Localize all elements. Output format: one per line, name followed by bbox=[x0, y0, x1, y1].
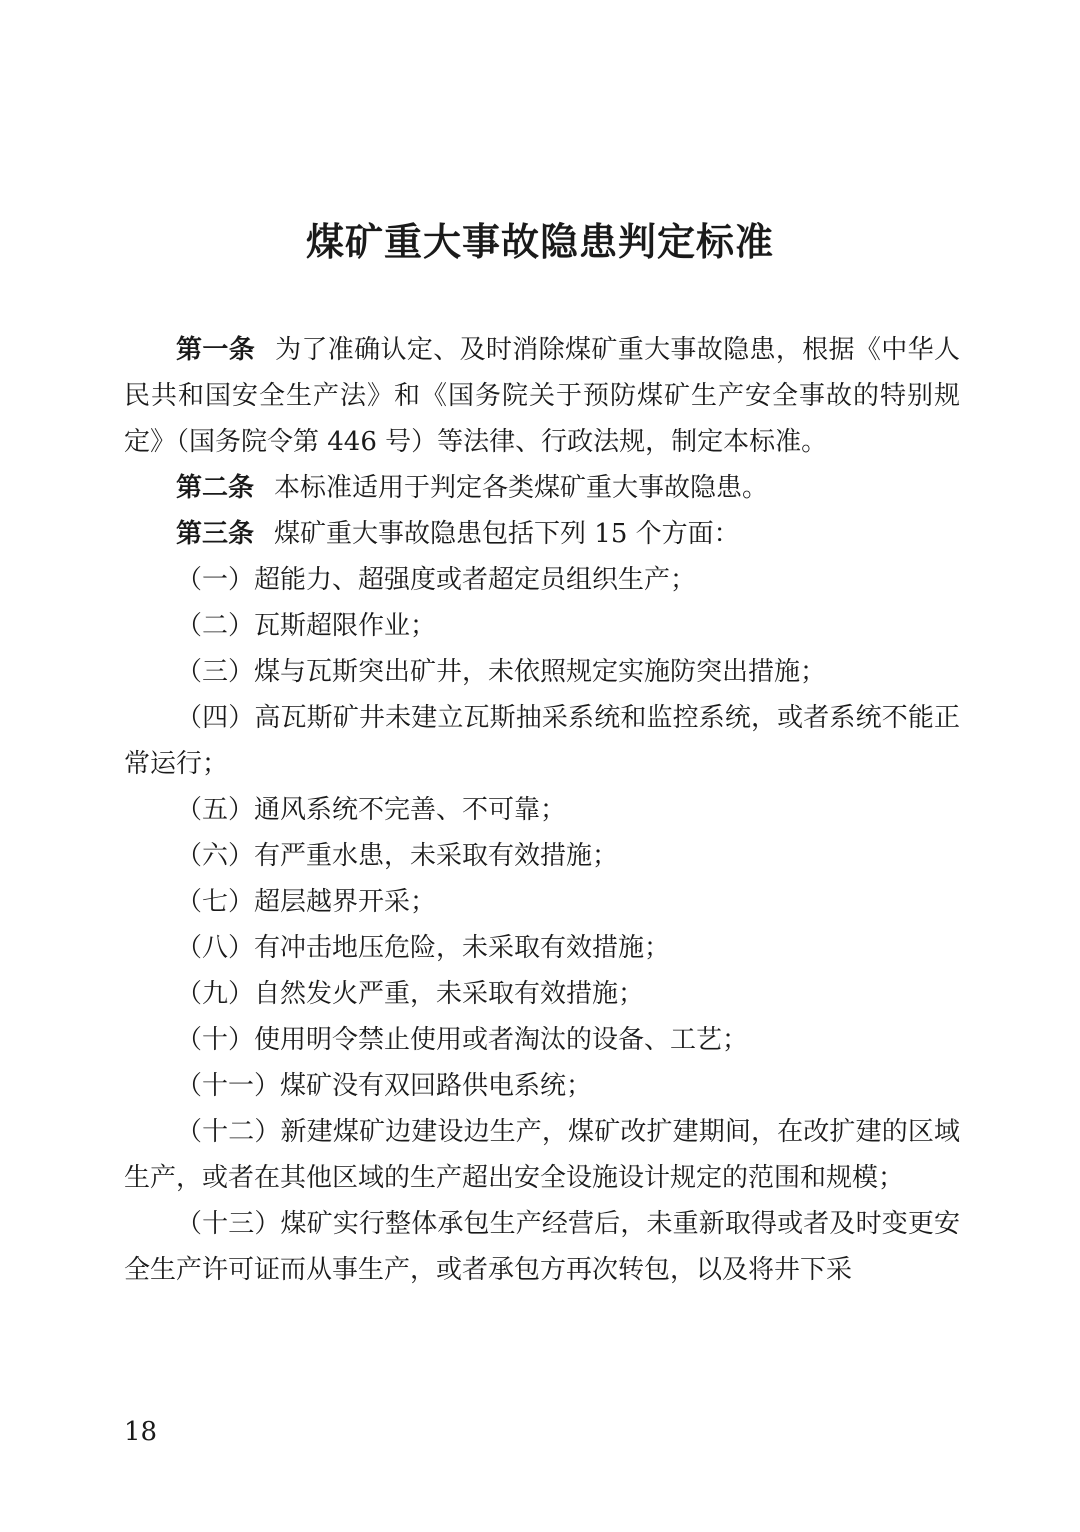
list-item: （十二）新建煤矿边建设边生产，煤矿改扩建期间，在改扩建的区域生产，或者在其他区域的生产超出安全设施设计规定的范围和规模； bbox=[124, 1117, 960, 1193]
article-2 bbox=[124, 465, 960, 511]
list-item: （八）有冲击地压危险，未采取有效措施； bbox=[176, 933, 671, 963]
list-item: （十一）煤矿没有双回路供电系统； bbox=[176, 1071, 593, 1101]
document-body bbox=[124, 327, 960, 1293]
list-item: （十三）煤矿实行整体承包生产经营后，未重新取得或者及时变更安全生产许可证而从事生产，或者承包方再次转包，以及将井下采 bbox=[124, 1209, 960, 1285]
list-item: （九）自然发火严重，未采取有效措施； bbox=[176, 979, 645, 1009]
article-3 bbox=[124, 511, 960, 557]
article-1 bbox=[124, 327, 960, 465]
article-label: 第一条 bbox=[176, 335, 256, 365]
article-text: 本标准适用于判定各类煤矿重大事故隐患。 bbox=[274, 473, 769, 503]
list-item: （四）高瓦斯矿井未建立瓦斯抽采系统和监控系统，或者系统不能正常运行； bbox=[124, 703, 960, 779]
article-label: 第二条 bbox=[176, 473, 255, 503]
list-item: （十）使用明令禁止使用或者淘汰的设备、工艺； bbox=[176, 1025, 749, 1055]
list-item: （二）瓦斯超限作业； bbox=[176, 611, 437, 641]
list-item: （七）超层越界开采； bbox=[176, 887, 437, 917]
article-label: 第三条 bbox=[176, 519, 255, 549]
document-title: 煤矿重大事故隐患判定标准 bbox=[305, 220, 774, 264]
list-item: （六）有严重水患，未采取有效措施； bbox=[176, 841, 619, 871]
page-number: 18 bbox=[124, 1417, 158, 1447]
article-text: 为了准确认定、及时消除煤矿重大事故隐患，根据《中华人民共和国安全生产法》和《国务院关于预防煤矿生产安全事故的特别规定》（国务院令第 446 号）等法律、行政法规，制定本标准。 bbox=[124, 335, 960, 457]
list-item: （五）通风系统不完善、不可靠； bbox=[176, 795, 567, 825]
list-item: （三）煤与瓦斯突出矿井，未依照规定实施防突出措施； bbox=[176, 657, 827, 687]
list-item: （一）超能力、超强度或者超定员组织生产； bbox=[176, 565, 697, 595]
article-text: 煤矿重大事故隐患包括下列 15 个方面： bbox=[274, 519, 740, 549]
